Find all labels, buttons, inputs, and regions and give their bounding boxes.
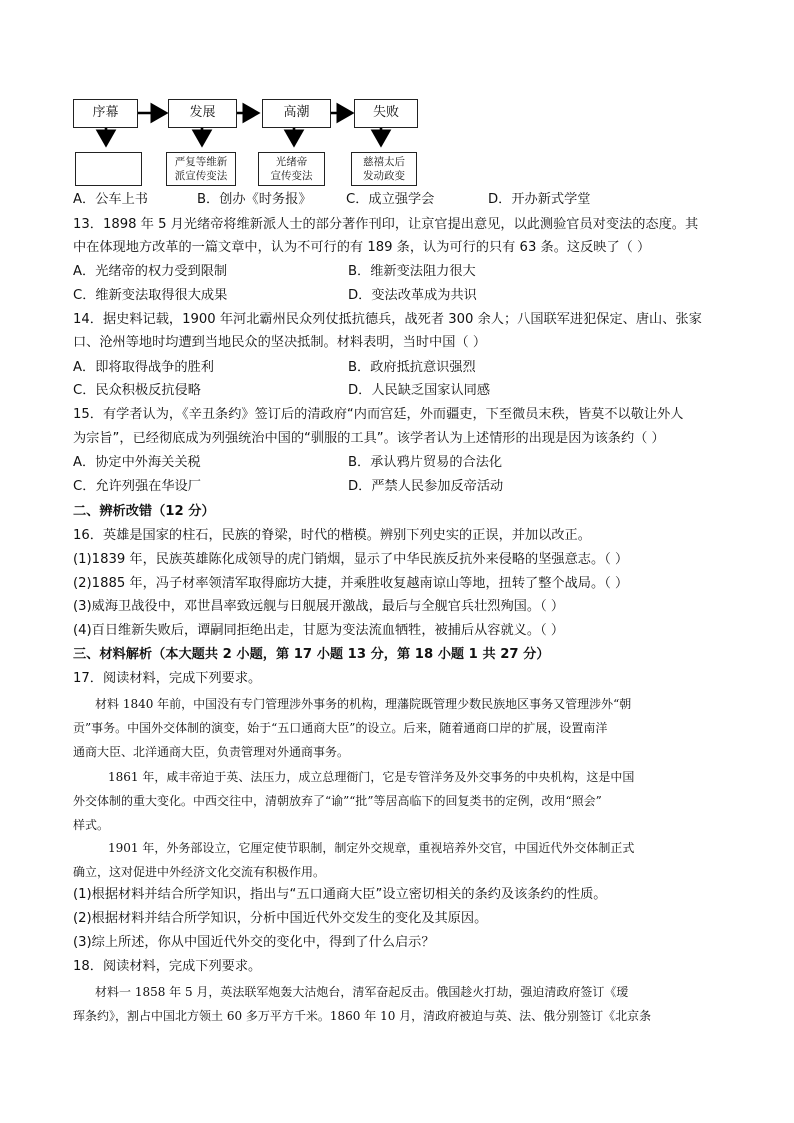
question-13-stem: 13．1898 年 5 月光绪帝将维新派人士的部分著作刊印，让京官提出意见，以此测验官员对变法的态度。其 — [73, 217, 699, 232]
judgement-item: (3)威海卫战役中，邓世昌率致远舰与日舰展开激战，最后与全舰官兵壮烈殉国。（ ） — [73, 599, 565, 614]
material-text: 材料一 1858 年 5 月，英法联军炮轰大沽炮台，清军奋起反击。俄国趁火打劫，强迫清政府签订《瑷 — [95, 985, 629, 999]
question-17-stem: 17．阅读材料，完成下列要求。 — [73, 671, 262, 686]
material-text: 通商大臣、北洋通商大臣，负责管理对外通商事务。 — [73, 745, 350, 759]
section-3-title: 三、材料解析（本大题共 2 小题，第 17 小题 13 分，第 18 小题 1 共 27 分） — [73, 647, 550, 662]
option: C．允许列强在华设厂 — [73, 479, 201, 494]
material-text: 外交体制的重大变化。中西交往中，清朝放弃了“谕”“批”等居高临下的回复类书的定例，改用“照会” — [73, 794, 602, 808]
option: A．即将取得战争的胜利 — [73, 360, 214, 375]
stage-box: 序幕 — [73, 99, 138, 128]
detail-box: 光绪帝 宣传变法 — [258, 152, 325, 186]
blank-answer-box — [75, 152, 142, 186]
material-text: 1901 年，外务部设立，它厘定使节职制，制定外交规章，重视培养外交官，中国近代外交体制正式 — [108, 841, 635, 855]
question-15-stem: 为宗旨”，已经彻底成为列强统治中国的“驯服的工具”。该学者认为上述情形的出现是因为该条约（ ） — [73, 431, 665, 446]
detail-box: 严复等维新 派宣传变法 — [166, 152, 236, 186]
question-13-stem: 中在体现地方改革的一篇文章中，认为不可行的有 189 条，认为可行的只有 63 条。这反映了（ ） — [73, 240, 651, 255]
option: C．成立强学会 — [346, 192, 435, 207]
material-text: 贡”事务。中国外交体制的演变，始于“五口通商大臣”的设立。后来，随着通商口岸的扩展，设置南洋 — [73, 721, 608, 735]
option: D．开办新式学堂 — [488, 192, 591, 207]
option: D．人民缺乏国家认同感 — [348, 383, 491, 398]
option: C．民众积极反抗侵略 — [73, 383, 201, 398]
option: C．维新变法取得很大成果 — [73, 288, 228, 303]
question-18-stem: 18．阅读材料，完成下列要求。 — [73, 959, 262, 974]
material-text: 样式。 — [73, 818, 110, 832]
section-2-title: 二、辨析改错（12 分） — [73, 504, 215, 519]
judgement-item: (1)1839 年，民族英雄陈化成领导的虎门销烟，显示了中华民族反抗外来侵略的坚强意志。（ ） — [73, 552, 629, 567]
stage-box: 高潮 — [262, 99, 331, 128]
stage-box: 失败 — [354, 99, 418, 128]
option: A．公车上书 — [73, 192, 148, 207]
question-14-stem: 14．据史料记载，1900 年河北霸州民众列仗抵抗德兵，战死者 300 余人；八国联军进犯保定、唐山、张家 — [73, 312, 702, 327]
option: B．创办《时务报》 — [197, 192, 312, 207]
judgement-item: (2)1885 年，冯子材率领清军取得廊坊大捷，并乘胜收复越南谅山等地，扭转了整个战局。（ ） — [73, 576, 629, 591]
option: D．严禁人民参加反帝活动 — [348, 479, 504, 494]
option: A．协定中外海关关税 — [73, 455, 201, 470]
option: B．维新变法阻力很大 — [348, 264, 476, 279]
question-17-item: (1)根据材料并结合所学知识，指出与“五口通商大臣”设立密切相关的条约及该条约的性质。 — [73, 887, 607, 902]
material-text: 1861 年，咸丰帝迫于英、法压力，成立总理衙门，它是专管洋务及外交事务的中央机构，这是中国 — [108, 770, 635, 784]
question-17-item: (3)综上所述，你从中国近代外交的变化中，得到了什么启示？ — [73, 935, 435, 950]
option: B．承认鸦片贸易的合法化 — [348, 455, 503, 470]
material-text: 确立，这对促进中外经济文化交流有积极作用。 — [73, 865, 326, 879]
stage-box: 发展 — [168, 99, 237, 128]
material-text: 材料 1840 年前，中国没有专门管理涉外事务的机构，理藩院既管理少数民族地区事务又管理涉外“朝 — [95, 697, 632, 711]
question-16-stem: 16．英雄是国家的柱石，民族的脊梁，时代的楷模。辨别下列史实的正误，并加以改正。 — [73, 528, 591, 543]
option: A．光绪帝的权力受到限制 — [73, 264, 228, 279]
judgement-item: (4)百日维新失败后，谭嗣同拒绝出走，甘愿为变法流血牺牲，被捕后从容就义。（ ） — [73, 623, 565, 638]
material-text: 珲条约》，割占中国北方领土 60 多万平方千米。1860 年 10 月，清政府被迫与英、法、俄分别签订《北京条 — [73, 1009, 652, 1023]
detail-box: 慈禧太后 发动政变 — [351, 152, 417, 186]
question-14-stem: 口、沧州等地时均遭到当地民众的坚决抵制。材料表明，当时中国（ ） — [73, 335, 487, 350]
question-17-item: (2)根据材料并结合所学知识，分析中国近代外交发生的变化及其原因。 — [73, 911, 488, 926]
option: B．政府抵抗意识强烈 — [348, 360, 476, 375]
option: D．变法改革成为共识 — [348, 288, 477, 303]
question-15-stem: 15．有学者认为，《辛丑条约》签订后的清政府“内而宫廷，外而疆吏，下至微员末秩，皆莫不以敬让外人 — [73, 407, 684, 422]
